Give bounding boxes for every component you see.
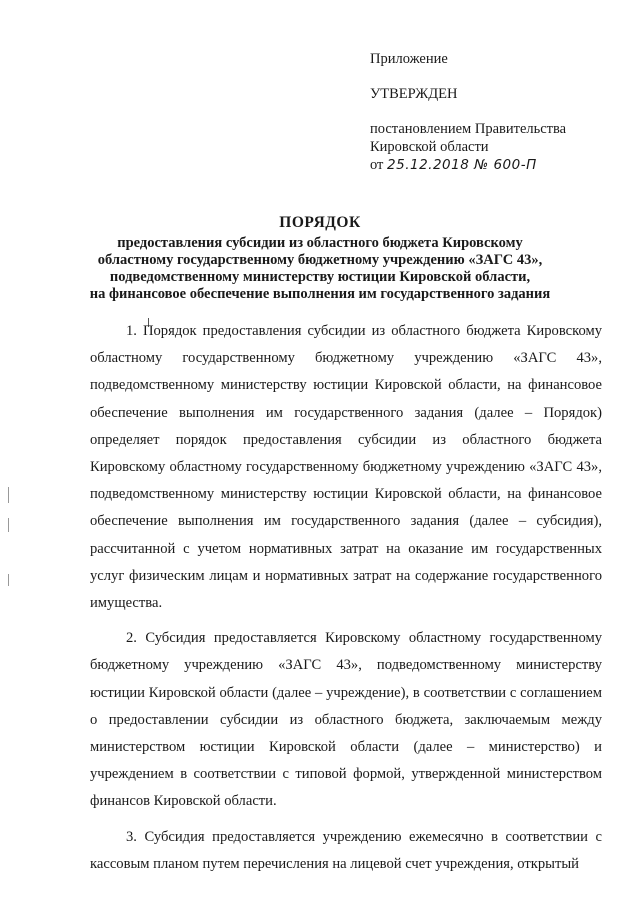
decree-prefix: от: [370, 157, 384, 173]
title-line-1: предоставления субсидии из областного бюджета Кировскому: [117, 235, 523, 251]
decree-line-1: постановлением Правительства: [370, 121, 567, 137]
scan-margin-mark: [8, 518, 9, 532]
decree-date-number: 25.12.2018 № 600-П: [387, 157, 537, 173]
paragraph-2: 2. Субсидия предоставляется Кировскому областному государственному бюджетному учреждению «ЗАГС 43», подведомственному министерству юстиции Кировской области (далее – учреждение), в соответствии с соглашением о предоставлении субсидии из областного бюджета, заключаемым между министерством юстиции Кировской области (далее – министерство) и учреждением в соответствии с типовой формой, утвержденной министерством финансов Кировской области.: [90, 630, 602, 810]
title-heading: ПОРЯДОК: [279, 214, 361, 231]
document-title: [0, 214, 640, 303]
approved-label: УТВЕРЖДЕН: [370, 86, 458, 102]
title-line-2: областному государственному бюджетному учреждению «ЗАГС 43»,: [97, 252, 543, 268]
title-line-4: на финансовое обеспечение выполнения им государственного задания: [89, 286, 551, 302]
title-line-3: подведомственному министерству юстиции Кировской области,: [109, 269, 531, 285]
document-body: [90, 318, 602, 886]
scan-margin-mark: [8, 487, 9, 503]
appendix-label: Приложение: [370, 51, 448, 67]
approval-block: [370, 50, 566, 174]
scan-margin-mark: [8, 574, 9, 586]
paragraph-3: 3. Субсидия предоставляется учреждению ежемесячно в соответствии с кассовым планом путем перечисления на лицевой счет учреждения, открытый: [90, 828, 602, 872]
decree-date-line: [370, 156, 566, 174]
decree-line-2: Кировской области: [370, 139, 489, 155]
paragraph-1: 1. Порядок предоставления субсидии из областного бюджета Кировскому областному государственному бюджетному учреждению «ЗАГС 43», подведомственному министерству юстиции Кировской области, на финансовое обеспечение выполнения им государственного задания (далее – Порядок) определяет порядок предоставления субсидии из областного бюджета Кировскому областному государственному бюджетному учреждению «ЗАГС 43», подведомственному министерству юстиции Кировской области, на финансовое обеспечение выполнения им государственного задания (далее – субсидия), рассчитанной с учетом нормативных затрат на оказание им государственных услуг физическим лицам и нормативных затрат на содержание государственного имущества.: [90, 323, 602, 612]
